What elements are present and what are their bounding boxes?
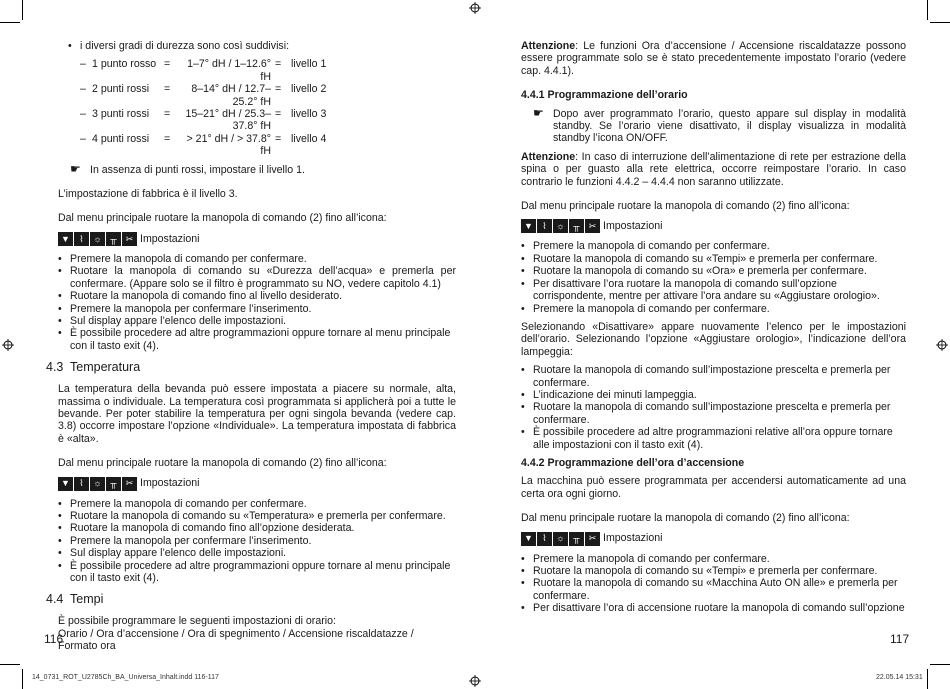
table-cell: livello 2 [291,83,327,96]
crop-mark [22,669,23,689]
paragraph: Orario / Ora d’accensione / Ora di spegnimento / Accensione riscaldatazze / Formato ora [58,627,414,653]
list-item: • Premere la manopola di comando per confermare. [521,303,906,315]
settings-icon-row [521,218,906,234]
list-item: • Sul display appare l’elenco delle impostazioni. [58,547,456,559]
icon-label: Impostazioni [140,232,200,245]
section-title: Temperatura [70,360,141,375]
table-cell: = [164,83,171,96]
section-number: 4.3 [46,360,64,375]
table-cell: = [164,132,171,145]
list-item: • L’indicazione dei minuti lampeggia. [521,389,906,401]
footer-date: 22.05.14 15:31 [876,674,923,681]
registration-mark-icon [469,2,481,14]
crop-mark [0,22,20,23]
note-text: Dopo aver programmato l’orario, questo appare sul display in modalità standby. Se l’orario viene disattivato, il display visualizza in modalità standby l’icona ON/OFF. [553,107,906,145]
steam-icon: ⌇ [537,219,553,233]
icon-label: Impostazioni [603,532,663,545]
section-heading [46,592,456,607]
settings-tools-icon: ✂ [125,233,134,244]
subsection-heading: 4.4.1 Programmazione dell’orario [521,89,688,102]
registration-mark-icon [2,339,14,351]
list-item: • Premere la manopola di comando per confermare. [521,553,906,565]
list-item: • Ruotare la manopola di comando su «Durezza dell’acqua» e premerla per confermare. (Appare solo se il filtro è programmato su NO, vedere capitolo 4.1) [58,265,456,290]
paragraph: Dal menu principale ruotare la manopola di comando (2) fino all’icona: [521,512,850,525]
settings-tools-icon: ✂ [125,478,134,489]
table-cell: = [164,58,171,71]
list-item: • Ruotare la manopola di comando su «Macchina Auto ON alle» e premerla per confermare. [521,577,906,602]
cleaning-icon: ☼ [553,532,569,546]
page-number: 116 [44,632,64,646]
icon-label: Impostazioni [603,220,663,233]
paragraph: Dal menu principale ruotare la manopola di comando (2) fino all’icona: [58,457,387,470]
table-cell: 2 punti rossi [92,83,150,96]
table-cell: – [80,108,86,121]
paragraph: Selezionando «Disattivare» appare nuovamente l’elenco per le impostazioni dell’orario. Selezionando l’opzione «Aggiustare orologio», l’indicazione dell’ora lampeggia: [521,320,906,358]
paragraph: Dal menu principale ruotare la manopola di comando (2) fino all’icona: [521,200,850,213]
list-item: • Premere la manopola per confermare l’inserimento. [58,303,456,315]
registration-mark-icon [936,339,948,351]
filter-icon: ╥ [569,219,585,233]
list-item: • È possibile procedere ad altre programmazioni relative all’ora oppure tornare alle impostazioni con il tasto exit (4). [521,426,906,451]
cleaning-icon: ☼ [90,477,106,491]
table-cell: – [80,58,86,71]
crop-mark [930,664,950,665]
list-item: • È possibile procedere ad altre programmazioni oppure tornare al menu principale con il tasto exit (4). [58,327,456,352]
table-cell: > 21° dH / > 37.8° fH [186,132,271,158]
table-cell: 8–14° dH / 12.7–25.2° fH [191,83,271,108]
registration-mark-icon [469,675,481,687]
paragraph: La macchina può essere programmata per accendersi automaticamente ad una certa ora ogni giorno. [521,475,906,500]
hardness-table [80,58,456,157]
crop-mark [927,0,928,20]
paragraph: Dal menu principale ruotare la manopola di comando (2) fino all’icona: [58,212,387,225]
page-number: 117 [890,632,910,646]
list-item: • Per disattivare l’ora ruotare la manopola di comando sull’opzione corrispondente, mentre per attivare l’ora andare su «Aggiustare orologio». [521,278,906,303]
table-cell: = [275,108,282,121]
list-item: • Premere la manopola di comando per confermare. [58,253,456,265]
cleaning-icon: ☼ [553,219,569,233]
cup-icon: ▼ [521,532,537,546]
crop-mark [22,0,23,20]
settings-icon-row [521,531,906,547]
steam-icon: ⌇ [537,532,553,546]
table-cell: – [80,132,86,145]
filter-icon: ╥ [106,477,122,491]
icon-label: Impostazioni [140,477,200,490]
paragraph: L’impostazione di fabbrica è il livello 3. [58,188,238,201]
table-cell: = [275,83,282,96]
list-item: • Ruotare la manopola di comando su «Tempi» e premerla per confermare. [521,253,906,265]
pointing-hand-icon: ☛ [533,105,544,120]
table-cell: = [275,58,282,71]
paragraph: È possibile programmare le seguenti impostazioni di orario: [58,615,336,628]
table-cell: = [275,132,282,145]
settings-icon-row [58,476,456,492]
table-cell: livello 4 [291,132,327,145]
filter-icon: ╥ [106,232,122,246]
section-title: Tempi [70,592,104,607]
list-item: • Ruotare la manopola di comando sull’impostazione prescelta e premerla per confermare. [521,401,906,426]
footer-file: 14_0731_ROT_U2785Ch_BA_Universa_Inhalt.indd 116-117 [32,674,219,681]
list-item: • Premere la manopola di comando per confermare. [521,240,906,252]
crop-mark [0,664,20,665]
note-text: In assenza di punti rossi, impostare il livello 1. [90,163,305,176]
table-cell: = [164,108,171,121]
table-cell: livello 3 [291,108,327,121]
cup-icon: ▼ [58,232,74,246]
attention-paragraph [521,151,906,188]
table-cell: 4 punti rossi [92,132,150,145]
attention-text: : In caso di interruzione dell’alimentazione di rete per estrazione della spina o per guasto alla rete elettrica, occorre reimpostare l’orario. In caso contrario le funzioni 4.4.2 – 4.4.4 non saranno utilizzate. [521,150,906,188]
attention-text: : Le funzioni Ora d’accensione / Accensione riscaldatazze possono essere programmate solo se è stato precedentemente impostato l’orario (vedere cap. 4.4.1). [521,40,906,77]
list-item: • Ruotare la manopola di comando sull’impostazione prescelta e premerla per confermare. [521,364,906,389]
crop-mark [927,669,928,689]
list-item: • Ruotare la manopola di comando su «Ora» e premerla per confermare. [521,265,906,277]
settings-icon-row [58,231,456,247]
list-item: • Ruotare la manopola di comando fino al livello desiderato. [58,290,456,302]
note [521,105,906,145]
steam-icon: ⌇ [74,232,90,246]
cup-icon: ▼ [58,477,74,491]
table-cell: 15–21° dH / 25.3–37.8° fH [185,108,271,133]
paragraph: La temperatura della bevanda può essere impostata a piacere su normale, alta, massima o individuale. La temperatura così programmata si applicherà poi a tutte le bevande. Per poter stabilire la temperatura per ogni singola bevanda (vedere cap. 3.8) occorre impostare l’opzione «Individuale». La temperatura impostata di fabbrica è «alta». [58,383,456,445]
table-cell: 1 punto rosso [92,58,157,71]
note [58,161,456,176]
list-item: • Premere la manopola per confermare l’inserimento. [58,535,456,547]
cleaning-icon: ☼ [90,232,106,246]
table-cell: 1–7° dH / 1–12.6° fH [187,58,271,83]
section-heading [46,360,456,375]
list-item: • È possibile procedere ad altre programmazioni oppure tornare al menu principale con il tasto exit (4). [58,560,456,585]
crop-mark [930,22,950,23]
intro-bullet: • i diversi gradi di durezza sono così suddivisi: [68,40,456,52]
list-item: • Ruotare la manopola di comando su «Temperatura» e premerla per confermare. [58,510,456,522]
list-item: • Ruotare la manopola di comando su «Tempi» e premerla per confermare. [521,565,906,577]
list-item: • Per disattivare l’ora di accensione ruotare la manopola di comando sull’opzione [521,602,906,614]
right-page [521,40,906,615]
pointing-hand-icon: ☛ [70,161,81,176]
attention-paragraph [521,40,906,77]
table-cell: 3 punti rossi [92,108,150,121]
attention-label: Attenzione [521,40,576,52]
attention-label: Attenzione [521,150,576,163]
table-cell: – [80,83,86,96]
steam-icon: ⌇ [74,477,90,491]
settings-tools-icon: ✂ [588,221,597,232]
subsection-heading: 4.4.2 Programmazione dell’ora d’accensione [521,456,745,469]
list-item: • Ruotare la manopola di comando fino all’opzione desiderata. [58,522,456,534]
list-item: • Premere la manopola di comando per confermare. [58,498,456,510]
filter-icon: ╥ [569,532,585,546]
section-number: 4.4 [46,592,64,607]
settings-tools-icon: ✂ [588,533,597,544]
table-cell: livello 1 [291,58,327,71]
cup-icon: ▼ [521,219,537,233]
list-item: • Sul display appare l’elenco delle impostazioni. [58,315,456,327]
